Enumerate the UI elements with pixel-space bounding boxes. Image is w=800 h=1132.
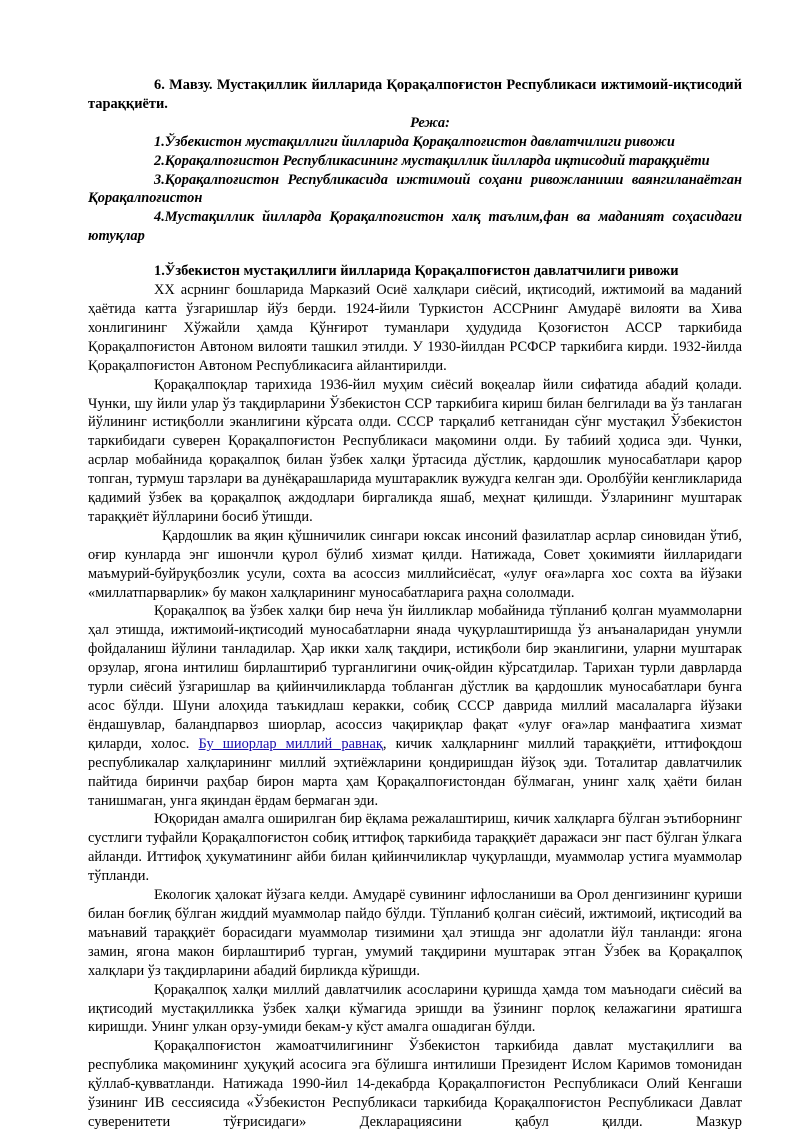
paragraph-6: Екологик ҳалокат йўзага келди. Амударё сувининг ифлосланиши ва Орол денгизининг қуриши билан боғлиқ бўлган жиддий муаммолар пайдо бўлди. Тўпланиб қолган сиёсий, ижтимоий, иқтисодий ва маънавий тараққиёт борасидаги муаммолар тизимини ҳал этишда энг адолатли йўл танланди: ягона замин, ягона макон бирлаштириб турган, умумий тақдирини муштарак этган Ўзбек ва Қорақалпоқ халқлари ўз тақдирларини абадий бирликда кўришди. — [88, 887, 742, 979]
inline-link[interactable]: Бу шиорлар миллий равнақ — [198, 735, 383, 752]
section-title: 1.Ўзбекистон мустақиллиги йилларида Қорақалпоғистон давлатчилиги ривожи — [154, 263, 679, 280]
paragraph-4-with-link — [88, 602, 742, 810]
plan-item-2: 2.Қорақалпоғистон Республикасининг мустақиллик йилларда иқтисодий тараққиёти — [154, 152, 710, 169]
paragraph-1: XX асрнинг бошларида Марказий Осиё халқлари сиёсий, иқтисодий, ижтимоий ва маданий ҳаётида катта ўзгаришлар йўз берди. 1924-йили Туркистон АССРнинг Амударё вилояти ва Хива хонлигининг Хўжайли ҳамда Қўнғирот туманлари ҳудудида Қозоғистон АССР таркибида Қорақалпоғистон Автоном вилояти ташкил этилди. У 1930-йилдан РСФСР таркибига кирди. 1932-йилда Қорақалпоғистон Автоном Республикасига айлантирилди. — [88, 282, 742, 374]
paragraph-7: Қорақалпоқ халқи миллий давлатчилик асосларини қуришда ҳамда том маънодаги сиёсий ва иқтисодий мустақилликка ўзбек халқи кўмагида эришди ва ўзининг порлоқ келажагини яратишга киришди. Унинг улкан орзу-умиди бекам-у кўст амалга ошадиган бўлди. — [88, 981, 742, 1036]
plan-item-1: 1.Ўзбекистон мустақиллиги йилларида Қорақалпоғистон давлатчилиги ривожи — [154, 133, 675, 150]
link-trailing-punctuation: , — [382, 735, 396, 752]
paragraph-3: Қардошлик ва яқин қўшничилик сингари юксак инсоний фазилатлар асрлар синовидан ўтиб, оғир кунларда энг ишончли қурол бўлиб хизмат қилди. Натижада, Совет ҳокимияти йилларидаги маъмурий-буйруқбозлик усули, сохта ва асоссиз миллийсиёсат, «улуғ оға»ларга хос сохта ва йўзаки «миллатпарварлик» бу макон халқларининг муносабатларига раҳна сололмади. — [88, 527, 742, 601]
document-title: 6. Мавзу. Мустақиллик йилларида Қорақалпоғистон Республикаси ижтимоий-иқтисодий тараққиёти. — [88, 77, 742, 112]
document-body — [88, 76, 742, 1132]
plan-heading: Режа: — [410, 114, 450, 131]
paragraph-2: Қорақалпоқлар тарихида 1936-йил муҳим сиёсий воқеалар йили сифатида абадий қолади. Чунки, шу йили улар ўз тақдирларини Ўзбекистон ССР таркибига кириш билан белгилади ва ўз танлаган йўлининг истиқболли эканлигини кўрсата олди. СССР тарқалиб кетганидан сўнг мустақил Ўзбекистон таркибидаги суверен Қорақалпоғистон Республикаси мақомини олди. Бу табиий ҳодиса эди. Чунки, асрлар мобайнида қорақалпоқ билан ўзбек халқи ўртасида дўстлик, қардошлик муносабатлари қарор топган, турмуш тарзлари ва дунёқарашларида муштараклик вужудга келган эди. Оролбўйи кенгликларида қадимий ўзбек ва қорақалпоқ аждодлари биргаликда яшаб, меҳнат қилишди. Ўзларининг муштарак тараққиёт йўлларини босиб ўтишди. — [88, 376, 742, 525]
plan-item-3: 3.Қорақалпоғистон Республикасида ижтимоий соҳани ривожланиши ваянгиланаётган Қорақалпоғистон — [88, 171, 742, 207]
paragraph-4-text: Қорақалпоқ ва ўзбек халқи бир неча ўн йилликлар мобайнида тўпланиб қолган муаммоларни ҳал этишда, ижтимоий-иқтисодий муносабатларни янада чуқурлаштиришда ўз анъаналаридан унумли фойдаланиш йўлини танладилар. Ҳар икки халқ тақдири, истиқболи бир эканлигини, уларни муштарак орзулар, ягона интилиш бирлаштириб турганлигини очиқ-ойдин кўрсатдилар. Тарихан турли даврларда турли сиёсий ўзгаришлар ва қийинчиликларда тобланган дўстлик ва қардошлик муносабатлари бунга асос бўлди. Шуни алоҳида таъкидлаш керакки, собиқ СССР даврида миллий масалаларга йўзаки ёндашувлар, баландпарвоз шиорлар, асоссиз чақириқлар фақат «улуғ оға»лар манфаатига хизмат қиларди, холос. — [88, 603, 742, 752]
paragraph-5: Юқоридан амалга оширилган бир ёқлама режалаштириш, кичик халқларга бўлган эътиборнинг сустлиги туфайли Қорақалпоғистон собиқ иттифоқ таркибида тараққиёт даражаси энг паст бўлган ўлкага айланди. Иттифоқ ҳукуматининг айби билан қийинчиликлар чуқурлашди, муаммолар устига муаммолар тўпланди. — [88, 811, 742, 885]
paragraph-4-continuation: кичик халқларнинг миллий тараққиёти, иттифоқдош республикалар халқларининг миллий эҳтиёжларини қондиришдан йўзоқ эди. Тоталитар давлатчилик пайтида биринчи раҳбар бирон марта ҳам Қорақалпоғистондан бўлмаган, унинг халқ ҳаёти билан танишмаган, унга яқиндан ёрдам бермаган эди. — [88, 735, 742, 809]
plan-item-4: 4.Мустақиллик йилларда Қорақалпоғистон халқ таълим,фан ва маданият соҳасидаги ютуқлар — [88, 209, 742, 245]
paragraph-8: Қорақалпоғистон жамоатчилигининг Ўзбекистон таркибида давлат мустақиллиги ва республика мақомининг ҳуқуқий асосига эга бўлишга интилиши Президент Ислом Каримов томонидан қўллаб-қувватланди. Натижада 1990-йил 14-декабрда Қорақалпоғистон Республикаси Олий Кенгаши ўзининг ИВ сессиясида «Ўзбекистон Республикаси таркибида Қорақалпоғистон Республикаси Давлат суверенитети тўғрисидаги» Декларациясини қабул қилди. Мазкур — [88, 1038, 742, 1130]
